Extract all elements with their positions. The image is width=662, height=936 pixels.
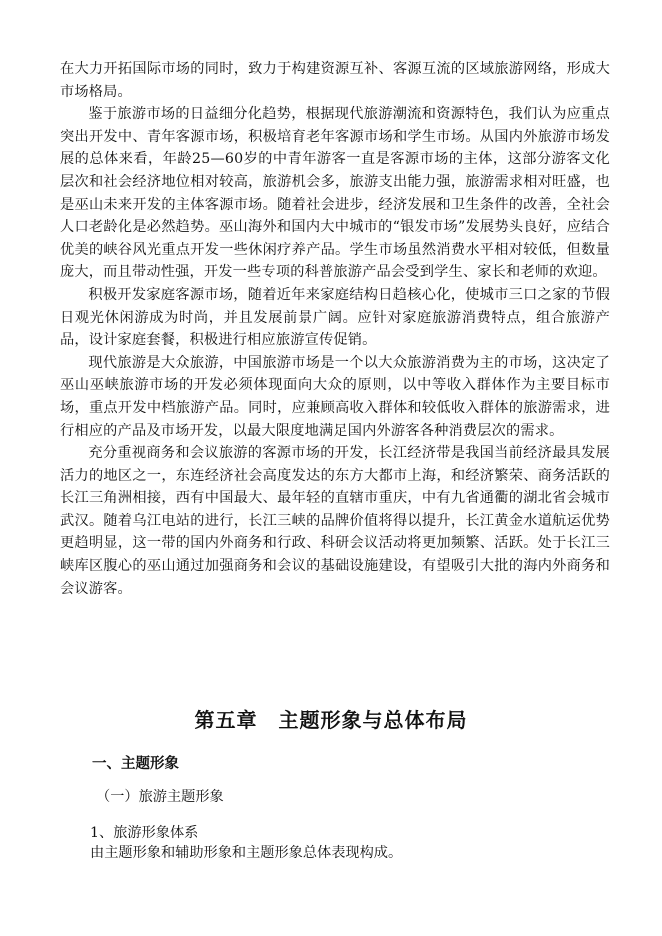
- paragraph-3: 积极开发家庭客源市场，随着近年来家庭结构日趋核心化，使城市三口之家的节假日观光休闲游成为时尚，并且发展前景广阔。应针对家庭旅游消费特点，组合旅游产品，设计家庭套餐，积极进行相应旅游宣传促销。: [60, 286, 610, 349]
- paragraph-5: 充分重视商务和会议旅游的客源市场的开发，长江经济带是我国当前经济最具发展活力的地区之一，东连经济社会高度发达的东方大都市上海，和经济繁荣、商务活跃的长江三角洲相接，西有中国最大、最年轻的直辖市重庆，中有九省通衢的湖北省会城市武汉。随着乌江电站的进行，长江三峡的品牌价值将得以提升，长江黄金水道航运优势更趋明显，这一带的国内外商务和行政、科研会议活动将更加频繁、活跃。处于长江三峡库区腹心的巫山通过加强商务和会议的基础设施建设，有望吸引大批的海内外商务和会议游客。: [60, 445, 610, 597]
- section-heading: 一、主题形象: [92, 756, 179, 772]
- sub-heading: （一）旅游主题形象: [96, 789, 224, 805]
- body-text: [60, 58, 610, 600]
- item-text: 由主题形象和辅助形象和主题形象总体表现构成。: [90, 845, 403, 861]
- paragraph-4: 现代旅游是大众旅游，中国旅游市场是一个以大众旅游消费为主的市场，这决定了巫山巫峡旅游市场的开发必须体现面向大众的原则，以中等收入群体作为主要目标市场，重点开发中档旅游产品。同时，应兼顾高收入群体和较低收入群体的旅游需求，进行相应的产品及市场开发，以最大限度地满足国内外游客各种消费层次的需求。: [60, 354, 610, 439]
- paragraph-2: 鉴于旅游市场的日益细分化趋势，根据现代旅游潮流和资源特色，我们认为应重点突出开发中、青年客源市场，积极培育老年客源市场和学生市场。从国内外旅游市场发展的总体来看，年龄25—60岁的中青年游客一直是客源市场的主体，这部分游客文化层次和社会经济地位相对较高，旅游机会多，旅游支出能力强，旅游需求相对旺盛，也是巫山未来开发的主体客源市场。随着社会进步，经济发展和卫生条件的改善，全社会人口老龄化是必然趋势。巫山海外和国内大中城市的“银发市场”发展势头良好，应结合优美的峡谷风光重点开发一些休闲疗养产品。学生市场虽然消费水平相对较低，但数量庞大，而且带动性强，开发一些专项的科普旅游产品会受到学生、家长和老师的欢迎。: [60, 106, 610, 281]
- item-heading: 1、旅游形象体系: [90, 825, 199, 841]
- chapter-title: 第五章 主题形象与总体布局: [194, 708, 468, 732]
- paragraph-1: 在大力开拓国际市场的同时，致力于构建资源互补、客源互流的区域旅游网络，形成大市场格局。: [60, 61, 610, 100]
